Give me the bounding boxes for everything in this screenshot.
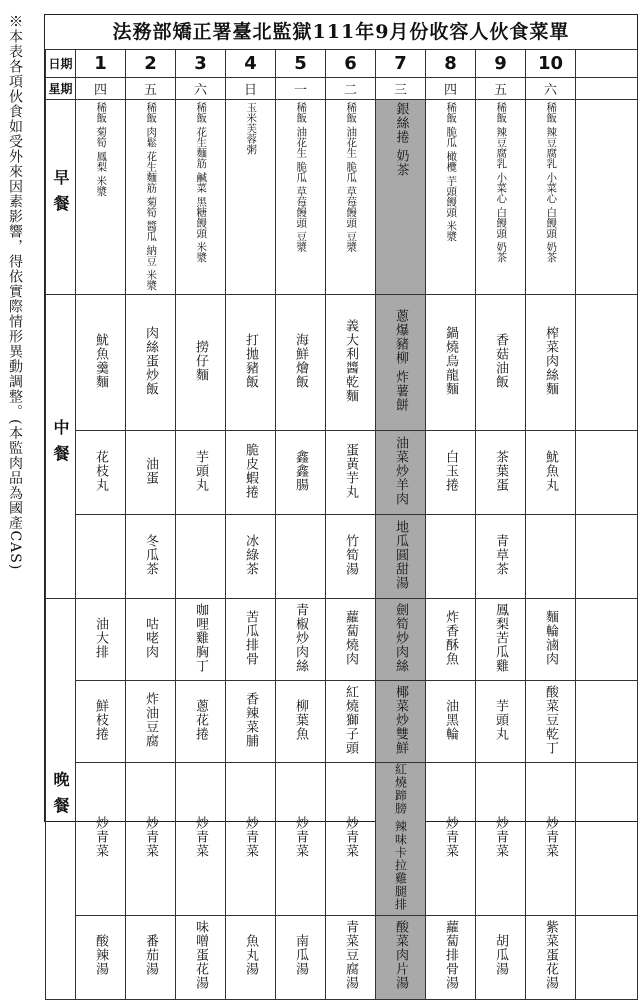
- dinner-veg-2: 炒青菜: [143, 815, 158, 858]
- dinner-soup-4: 魚丸湯: [243, 934, 258, 977]
- week-9: 五: [476, 78, 526, 100]
- dinner-side-10: 酸菜豆乾丁: [543, 684, 558, 755]
- dinner-side-9: 芋頭丸: [493, 698, 508, 741]
- lunch-drink-9: 青草茶: [493, 533, 508, 576]
- lunch-drink-4: 冰綠茶: [243, 533, 258, 576]
- dinner-soup-6: 青菜豆腐湯: [343, 920, 358, 991]
- breakfast-9: 稀飯 辣豆腐乳 小菜心 白饅頭 奶茶: [495, 102, 508, 263]
- empty-cell: [576, 599, 638, 681]
- lunch-row-1: [46, 295, 638, 431]
- empty-cell: [576, 78, 638, 100]
- week-5: 一: [276, 78, 326, 100]
- lunch-side-2: 油蛋: [143, 456, 158, 485]
- dinner-soup-8: 蘿蔔排骨湯: [443, 920, 458, 991]
- dinner-main-1: 油大排: [93, 616, 108, 659]
- dinner-veg-1: 炒青菜: [93, 815, 108, 858]
- dinner-veg-3: 炒青菜: [193, 815, 208, 858]
- dinner-veg-9: 炒青菜: [493, 815, 508, 858]
- breakfast-7: 銀絲捲 奶茶: [393, 102, 409, 178]
- week-label: 星期: [46, 78, 76, 100]
- date-4: 4: [226, 50, 276, 78]
- week-row: [46, 78, 638, 100]
- dinner-main-6: 蘿蔔燒肉: [343, 609, 358, 666]
- dinner-soup-5: 南瓜湯: [293, 934, 308, 977]
- dinner-veg-6: 炒青菜: [343, 815, 358, 858]
- breakfast-10: 稀飯 辣豆腐乳 小菜心 白饅頭 奶茶: [545, 102, 558, 263]
- dinner-side-6: 紅燒獅子頭: [343, 684, 358, 755]
- date-label: 日期: [46, 50, 76, 78]
- lunch-row-2: [46, 431, 638, 515]
- date-8: 8: [426, 50, 476, 78]
- lunch-side-5: 鑫鑫腸: [293, 449, 308, 492]
- date-1: 1: [76, 50, 126, 78]
- week-4: 日: [226, 78, 276, 100]
- dinner-main-9: 鳳梨苦瓜雞: [493, 602, 508, 673]
- lunch-main-1: 魷魚羹麵: [93, 332, 108, 389]
- dinner-soup-7: 酸菜肉片湯: [393, 920, 408, 991]
- breakfast-4: 玉米芙蓉粥: [245, 102, 258, 155]
- lunch-main-9: 香菇油飯: [493, 332, 508, 389]
- lunch-main-7: 蔥爆豬柳 炸薯餅: [393, 308, 408, 413]
- empty-cell: [576, 915, 638, 999]
- lunch-main-5: 海鮮燴飯: [293, 332, 308, 389]
- date-3: 3: [176, 50, 226, 78]
- lunch-main-10: 榨菜肉絲麵: [543, 325, 558, 396]
- lunch-side-10: 魷魚丸: [543, 449, 558, 492]
- dinner-veg-7: 紅燒蹄膀 辣味卡拉雞腿排: [393, 763, 408, 911]
- dinner-side-1: 鮮枝捲: [93, 698, 108, 741]
- dinner-veg-4: 炒青菜: [243, 815, 258, 858]
- week-1: 四: [76, 78, 126, 100]
- dinner-row-2: [46, 681, 638, 763]
- dinner-veg-5: 炒青菜: [293, 815, 308, 858]
- week-8: 四: [426, 78, 476, 100]
- lunch-side-4: 脆皮蝦捲: [243, 442, 258, 499]
- lunch-side-7: 油菜炒羊肉: [393, 435, 408, 506]
- dinner-row-4: [46, 915, 638, 999]
- dinner-main-8: 炸香酥魚: [443, 609, 458, 666]
- dinner-row-3: [46, 763, 638, 916]
- dinner-side-8: 油黑輪: [443, 698, 458, 741]
- dinner-veg-8: 炒青菜: [443, 815, 458, 858]
- lunch-main-8: 鍋燒烏龍麵: [443, 325, 458, 396]
- dinner-side-2: 炸油豆腐: [143, 691, 158, 748]
- lunch-label: 中餐: [51, 418, 70, 471]
- lunch-main-2: 肉絲蛋炒飯: [143, 325, 158, 396]
- breakfast-2: 稀飯 肉鬆 花生麵筋 菊筍 醬瓜 納豆 米漿: [145, 102, 158, 291]
- week-3: 六: [176, 78, 226, 100]
- week-2: 五: [126, 78, 176, 100]
- dinner-side-7: 椰菜炒雙鮮: [393, 684, 408, 755]
- date-6: 6: [326, 50, 376, 78]
- dinner-soup-1: 酸辣湯: [93, 934, 108, 977]
- date-2: 2: [126, 50, 176, 78]
- lunch-drink-6: 竹筍湯: [343, 533, 358, 576]
- lunch-side-6: 蛋黃芋丸: [343, 442, 358, 499]
- dinner-label: 晚餐: [51, 770, 70, 823]
- lunch-side-1: 花枝丸: [93, 449, 108, 492]
- lunch-side-8: 白玉捲: [443, 449, 458, 492]
- empty-cell: [576, 431, 638, 515]
- dinner-soup-2: 番茄湯: [143, 934, 158, 977]
- breakfast-row: [46, 100, 638, 295]
- menu-table: [45, 49, 638, 1000]
- empty-cell: [576, 295, 638, 431]
- lunch-main-3: 撈仔麵: [193, 339, 208, 382]
- dinner-soup-9: 胡瓜湯: [493, 934, 508, 977]
- lunch-main-4: 打拋豬飯: [243, 332, 258, 389]
- lunch-drink-2: 冬瓜茶: [143, 533, 158, 576]
- dinner-main-10: 麵輪滷肉: [543, 609, 558, 666]
- breakfast-6: 稀飯 油花生 脆瓜 草莓饅頭 豆漿: [345, 102, 358, 252]
- week-6: 二: [326, 78, 376, 100]
- date-7: 7: [376, 50, 426, 78]
- week-10: 六: [526, 78, 576, 100]
- breakfast-1: 稀飯 菊筍 鳳梨 米漿: [95, 102, 108, 197]
- lunch-side-9: 茶葉蛋: [493, 449, 508, 492]
- side-note: ※本表各項伙食如受外來因素影響，得依實際情形異動調整。(本監肉品為國產CAS): [7, 14, 23, 571]
- dinner-side-5: 柳葉魚: [293, 698, 308, 741]
- empty-cell: [576, 763, 638, 916]
- date-10: 10: [526, 50, 576, 78]
- empty-cell: [576, 100, 638, 295]
- dinner-soup-10: 紫菜蛋花湯: [543, 920, 558, 991]
- dinner-main-7: 劍筍炒肉絲: [393, 602, 408, 673]
- dinner-veg-10: 炒青菜: [543, 815, 558, 858]
- menu-sheet: [44, 14, 638, 991]
- date-row: [46, 50, 638, 78]
- breakfast-label: 早餐: [51, 169, 70, 222]
- breakfast-8: 稀飯 脆瓜 橄欖 芋頭饅頭 米漿: [445, 102, 458, 242]
- date-5: 5: [276, 50, 326, 78]
- dinner-side-3: 蔥花捲: [193, 698, 208, 741]
- empty-cell: [576, 681, 638, 763]
- breakfast-3: 稀飯 花生麵筋 鹹菜 黑糖饅頭 米漿: [195, 102, 208, 263]
- lunch-side-3: 芋頭丸: [193, 449, 208, 492]
- lunch-row-3: [46, 515, 638, 599]
- page-title: 法務部矯正署臺北監獄111年9月份收容人伙食菜單: [45, 15, 637, 50]
- week-7: 三: [376, 78, 426, 100]
- dinner-main-2: 咕咾肉: [143, 616, 158, 659]
- lunch-drink-7: 地瓜圓甜湯: [393, 519, 408, 590]
- empty-cell: [576, 515, 638, 599]
- dinner-row-1: [46, 599, 638, 681]
- empty-cell: [576, 50, 638, 78]
- dinner-main-5: 青椒炒肉絲: [293, 602, 308, 673]
- date-9: 9: [476, 50, 526, 78]
- dinner-main-4: 苦瓜排骨: [243, 609, 258, 666]
- lunch-main-6: 義大利醬乾麵: [343, 318, 358, 403]
- breakfast-5: 稀飯 油花生 脆瓜 草莓饅頭 豆漿: [295, 102, 308, 252]
- dinner-soup-3: 味噌蛋花湯: [193, 920, 208, 991]
- dinner-side-4: 香辣菜脯: [243, 691, 258, 748]
- dinner-main-3: 咖哩雞胸丁: [193, 602, 208, 673]
